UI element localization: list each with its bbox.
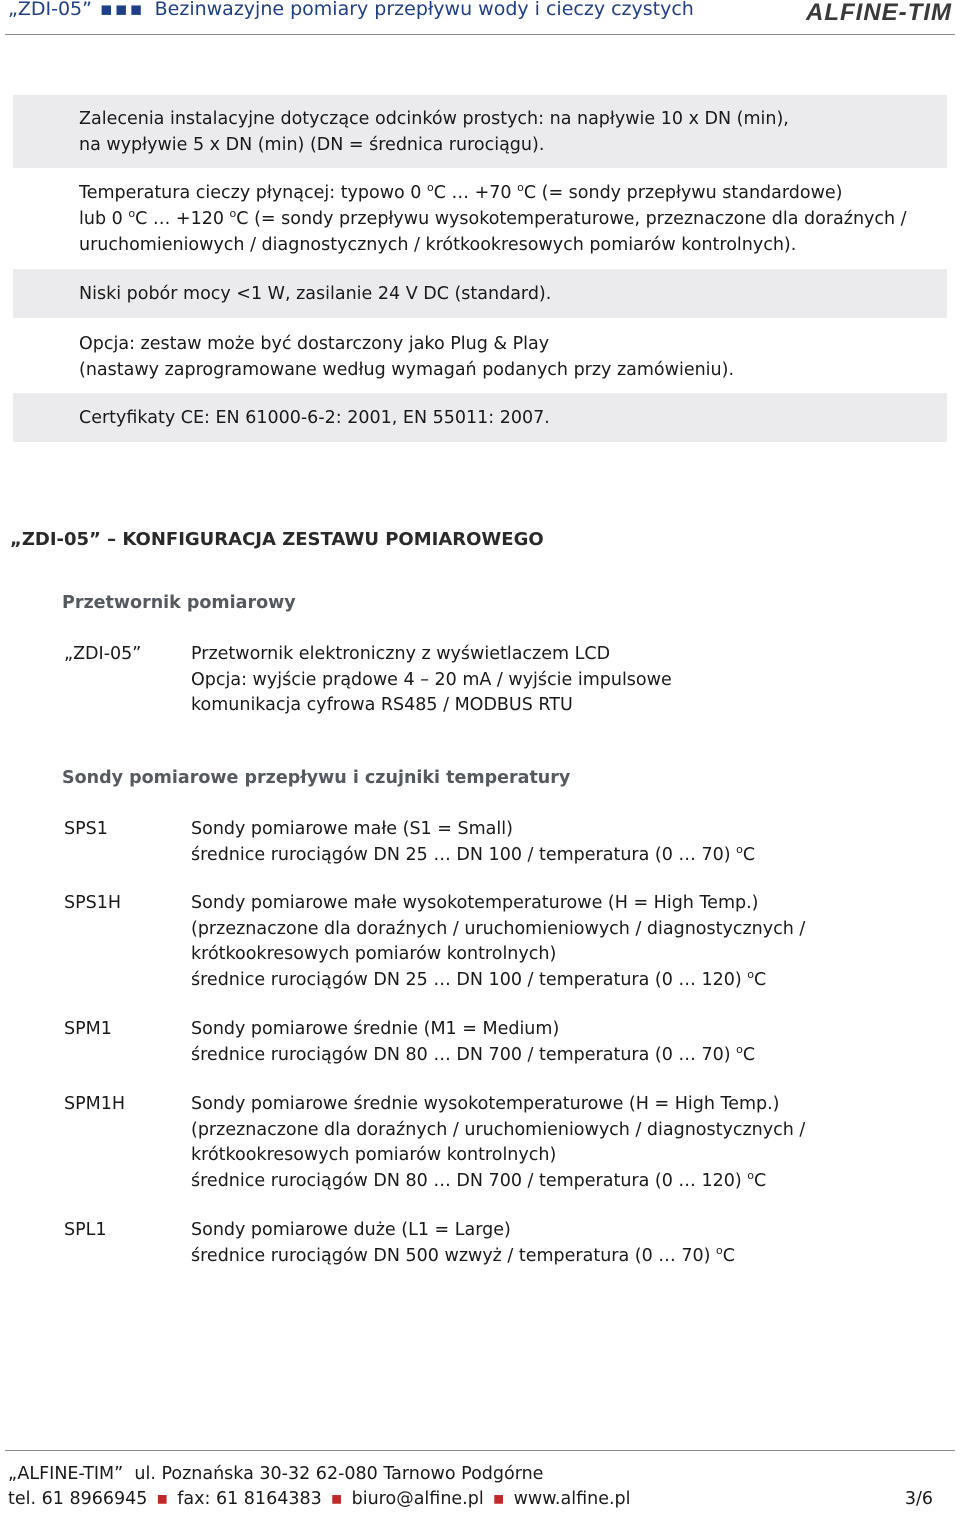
desc-line: Sondy pomiarowe małe wysokotemperaturowe (H = High Temp.) bbox=[191, 893, 759, 913]
desc-line: (przeznaczone dla doraźnych / uruchomieniowych / diagnostycznych / bbox=[191, 918, 806, 939]
desc-range: średnice rurociągów DN 80 … DN 700 / temperatura (0 … 120) $^o$C bbox=[191, 1168, 767, 1191]
desc-line: komunikacja cyfrowa RS485 / MODBUS RTU bbox=[191, 695, 573, 715]
probe-description-spl1 bbox=[191, 1218, 735, 1269]
probes-heading: Sondy pomiarowe przepływu i czujniki temperatury bbox=[62, 768, 571, 788]
footer-phone: tel. 61 8966945 bbox=[8, 1489, 148, 1509]
header-product: „ZDI-05” bbox=[8, 0, 92, 20]
header-title: Bezinwazyjne pomiary przepływu wody i cieczy czystych bbox=[154, 0, 694, 20]
note-line: Opcja: zestaw może być dostarczony jako Plug & Play bbox=[79, 334, 550, 354]
degree-sign: o bbox=[128, 207, 136, 220]
page-number: 3/6 bbox=[904, 1489, 933, 1509]
desc-range: średnice rurociągów DN 500 wzwyż / temperatura (0 … 70) $^o$C bbox=[191, 1243, 735, 1266]
degree-sign: o bbox=[716, 1243, 723, 1257]
note-certificates: Certyfikaty CE: EN 61000-6-2: 2001, EN 55011: 2007. bbox=[79, 408, 550, 428]
header-divider bbox=[5, 34, 955, 35]
probe-code-sps1h: SPS1H bbox=[64, 893, 122, 913]
note-line: uruchomieniowych / diagnostycznych / krótkookresowych pomiarów kontrolnych). bbox=[79, 235, 797, 255]
degree-sign: o bbox=[736, 1042, 743, 1056]
desc-line: Sondy pomiarowe średnie wysokotemperaturowe (H = High Temp.) bbox=[191, 1094, 780, 1114]
converter-code: „ZDI-05” bbox=[64, 644, 142, 664]
section-title: „ZDI-05” – KONFIGURACJA ZESTAWU POMIAROWEGO bbox=[10, 529, 544, 550]
desc-line: Sondy pomiarowe duże (L1 = Large) bbox=[191, 1220, 511, 1240]
desc-range: średnice rurociągów DN 25 … DN 100 / temperatura (0 … 70) $^o$C bbox=[191, 842, 756, 865]
footer-divider bbox=[5, 1450, 955, 1451]
page-header bbox=[0, 0, 960, 34]
footer-fax: fax: 61 8164383 bbox=[177, 1489, 322, 1509]
degree-sign: o bbox=[736, 842, 743, 856]
probe-description-spm1h bbox=[191, 1092, 805, 1194]
desc-line: krótkookresowych pomiarów kontrolnych) bbox=[191, 1145, 557, 1165]
footer-email-link[interactable]: biuro@alfine.pl bbox=[351, 1489, 484, 1509]
probe-code-spm1h: SPM1H bbox=[64, 1094, 126, 1114]
note-installation bbox=[79, 106, 789, 158]
degree-sign: o bbox=[229, 207, 237, 220]
note-line: na wypływie 5 x DN (min) (DN = średnica rurociągu). bbox=[79, 135, 545, 155]
probe-description-spm1 bbox=[191, 1017, 755, 1068]
desc-line: (przeznaczone dla doraźnych / uruchomieniowych / diagnostycznych / bbox=[191, 1119, 806, 1140]
probe-code-spl1: SPL1 bbox=[64, 1220, 107, 1240]
note-temperature bbox=[79, 180, 907, 258]
footer-address-line bbox=[8, 1464, 543, 1484]
note-option bbox=[79, 331, 734, 383]
footer-web-link[interactable]: www.alfine.pl bbox=[513, 1489, 631, 1509]
footer-separator: ▪ bbox=[156, 1489, 169, 1509]
degree-sign: o bbox=[747, 967, 755, 981]
desc-line: krótkookresowych pomiarów kontrolnych) bbox=[191, 944, 557, 964]
note-power: Niski pobór mocy <1 W, zasilanie 24 V DC (standard). bbox=[79, 284, 552, 304]
company-logo: ALFINE-TIM bbox=[806, 0, 952, 26]
probe-code-spm1: SPM1 bbox=[64, 1019, 112, 1039]
footer-address: ul. Poznańska 30-32 62-080 Tarnowo Podgórne bbox=[134, 1464, 544, 1484]
footer-contact-line bbox=[8, 1489, 933, 1509]
header-title-line bbox=[8, 0, 694, 20]
desc-range: średnice rurociągów DN 80 … DN 700 / temperatura (0 … 70) $^o$C bbox=[191, 1042, 756, 1065]
converter-description bbox=[191, 642, 672, 719]
footer-separator: ▪ bbox=[330, 1489, 343, 1509]
note-line: lub 0 $^o$C … +120 $^o$C (= sondy przepływu wysokotemperaturowe, przeznaczone dla doraźnych / bbox=[79, 207, 907, 229]
desc-range: średnice rurociągów DN 25 … DN 100 / temperatura (0 … 120) $^o$C bbox=[191, 967, 767, 990]
degree-sign: o bbox=[747, 1168, 755, 1182]
probe-description-sps1h bbox=[191, 891, 805, 993]
degree-sign: o bbox=[517, 181, 524, 194]
desc-line: Przetwornik elektroniczny z wyświetlaczem LCD bbox=[191, 644, 611, 664]
note-line: Temperatura cieczy płynącej: typowo 0 $^o$C … +70 $^o$C (= sondy przepływu standardowe) bbox=[79, 181, 843, 203]
desc-line: Sondy pomiarowe średnie (M1 = Medium) bbox=[191, 1019, 560, 1039]
footer-separator: ▪ bbox=[492, 1489, 505, 1509]
note-line: Zalecenia instalacyjne dotyczące odcinków prostych: na napływie 10 x DN (min), bbox=[79, 109, 789, 129]
header-separator: ▪▪▪ bbox=[99, 0, 145, 20]
footer-company: „ALFINE-TIM” bbox=[8, 1464, 124, 1484]
desc-line: Sondy pomiarowe małe (S1 = Small) bbox=[191, 819, 513, 839]
probe-code-sps1: SPS1 bbox=[64, 819, 108, 839]
converter-heading: Przetwornik pomiarowy bbox=[62, 593, 296, 613]
degree-sign: o bbox=[427, 181, 434, 194]
note-line: (nastawy zaprogramowane według wymagań podanych przy zamówieniu). bbox=[79, 360, 735, 380]
desc-line: Opcja: wyjście prądowe 4 – 20 mA / wyjście impulsowe bbox=[191, 669, 672, 690]
probe-description-sps1 bbox=[191, 817, 755, 868]
